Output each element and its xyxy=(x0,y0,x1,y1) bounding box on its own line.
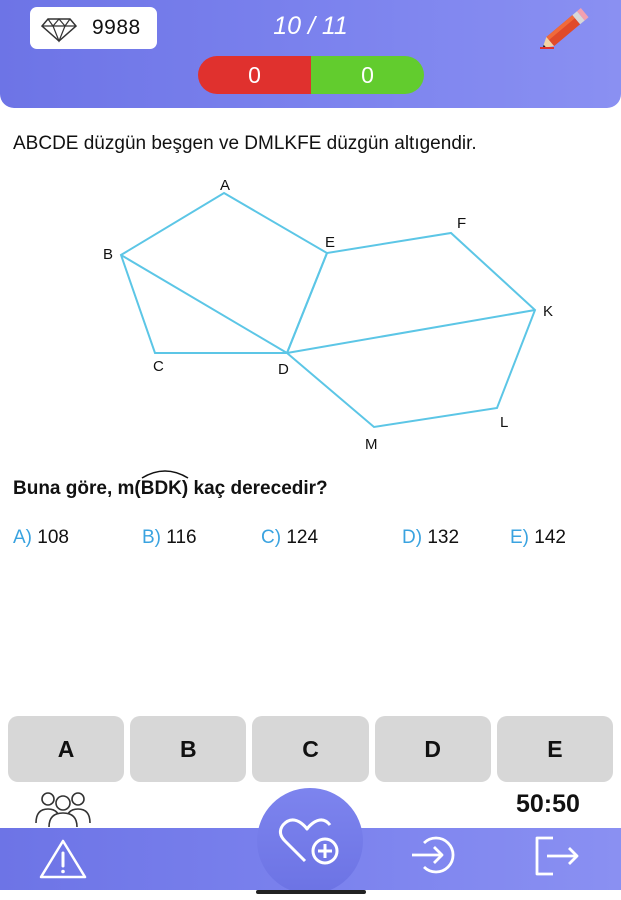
label-b: B xyxy=(103,246,114,263)
segment-bd xyxy=(121,255,287,353)
option-value: 108 xyxy=(37,527,69,548)
joker-button[interactable] xyxy=(257,788,363,894)
option-letter: A) xyxy=(13,527,32,548)
users-icon[interactable] xyxy=(32,787,94,827)
option-value: 116 xyxy=(166,527,197,548)
label-c: C xyxy=(153,358,164,375)
warning-icon[interactable] xyxy=(38,838,88,880)
option-e xyxy=(510,527,566,549)
exit-icon[interactable] xyxy=(533,834,585,878)
wrong-count: 0 xyxy=(198,56,311,94)
option-a xyxy=(13,527,69,549)
correct-count: 0 xyxy=(311,56,424,94)
pencil-icon[interactable] xyxy=(534,4,594,56)
arrow-circle-icon[interactable] xyxy=(408,832,462,878)
angle-notation xyxy=(134,478,188,500)
answer-button-d[interactable]: D xyxy=(375,716,491,782)
answer-button-a[interactable]: A xyxy=(8,716,124,782)
option-d xyxy=(402,527,459,549)
segment-dk xyxy=(287,310,535,353)
question-ask xyxy=(13,478,328,500)
option-value: 132 xyxy=(427,527,460,548)
option-letter: B) xyxy=(142,527,161,548)
option-b xyxy=(142,527,197,549)
option-c xyxy=(261,527,318,549)
ask-suffix: kaç derecedir? xyxy=(188,478,328,499)
hexagon-dmlkfe xyxy=(287,233,535,427)
question-statement: ABCDE düzgün beşgen ve DMLKFE düzgün altıgendir. xyxy=(13,133,477,154)
answer-button-e[interactable]: E xyxy=(497,716,613,782)
answer-button-c[interactable]: C xyxy=(252,716,368,782)
option-letter: D) xyxy=(402,527,423,548)
gem-count: 9988 xyxy=(92,16,141,39)
answer-button-b[interactable]: B xyxy=(130,716,246,782)
label-k: K xyxy=(543,303,554,320)
ask-prefix: Buna göre, m xyxy=(13,478,135,499)
top-bar xyxy=(0,0,621,108)
option-letter: C) xyxy=(261,527,282,548)
label-e: E xyxy=(325,234,336,251)
geometry-figure xyxy=(0,170,621,460)
label-d: D xyxy=(278,361,289,378)
label-a: A xyxy=(220,177,231,194)
ask-angle: (BDK) xyxy=(134,478,189,499)
label-m: M xyxy=(365,436,378,453)
option-letter: E) xyxy=(510,527,529,548)
arc-symbol xyxy=(134,466,196,480)
label-f: F xyxy=(457,215,467,232)
countdown-timer: 50:50 xyxy=(516,790,580,818)
home-indicator xyxy=(256,890,366,894)
option-value: 142 xyxy=(534,527,566,548)
score-bar xyxy=(198,56,424,94)
label-l: L xyxy=(500,414,509,431)
heart-plus-icon xyxy=(275,811,345,871)
option-value: 124 xyxy=(286,527,319,548)
answer-buttons xyxy=(8,716,613,782)
question-progress: 10 / 11 xyxy=(273,12,348,40)
